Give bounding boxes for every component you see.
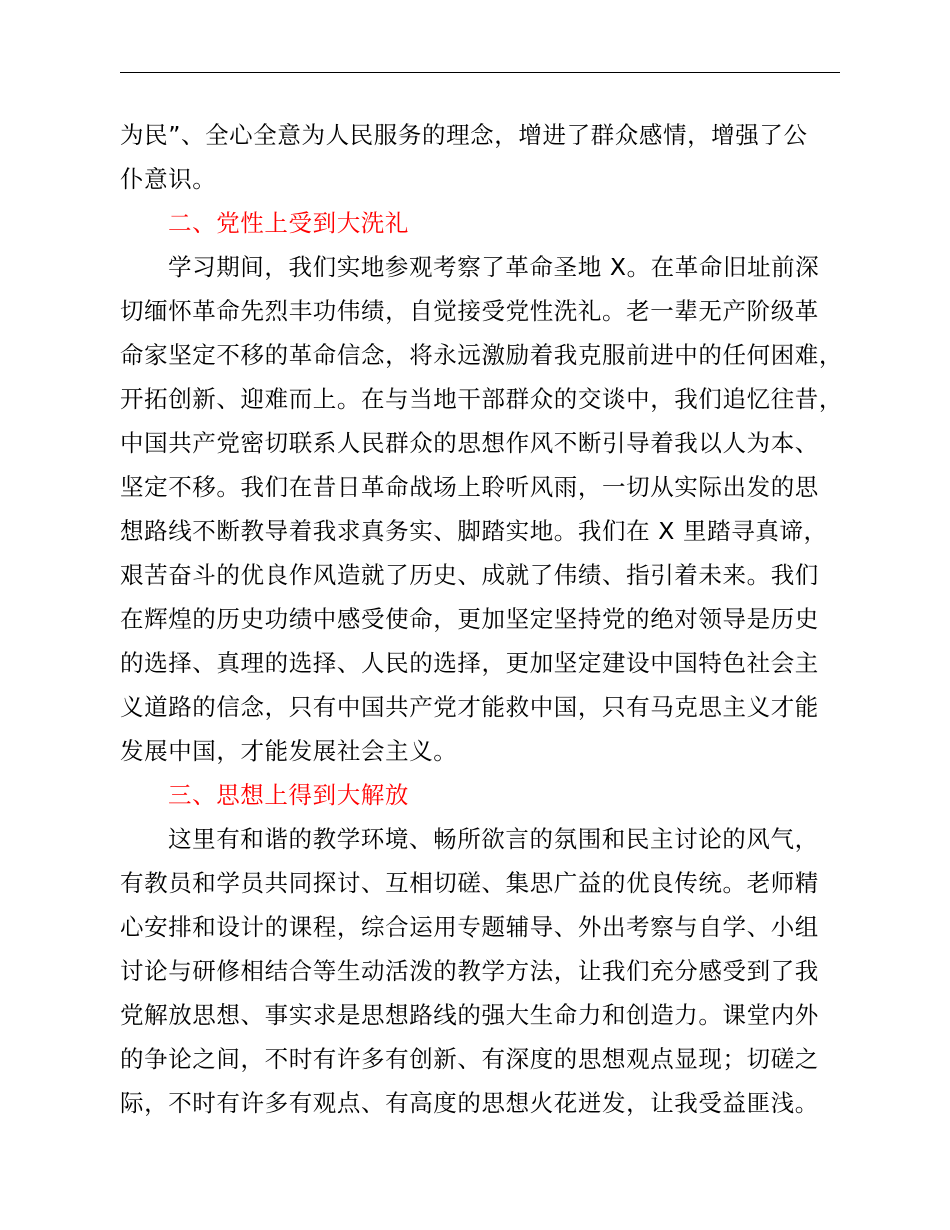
paragraph-line: 开拓创新、迎难而上。在与当地干部群众的交谈中，我们追忆往昔， [120,385,843,413]
paragraph-line: 命家坚定不移的革命信念，将永远激励着我克服前进中的任何困难， [120,341,843,369]
header-rule [120,72,840,73]
paragraph-line: 际，不时有许多有观点、有高度的思想火花迸发，让我受益匪浅。 [120,1089,819,1117]
paragraph-line: 学习期间，我们实地参观考察了革命圣地 X。在革命旧址前深 [168,253,820,281]
paragraph-line: 讨论与研修相结合等生动活泼的教学方法，让我们充分感受到了我 [120,957,819,985]
paragraph-line: 心安排和设计的课程，综合运用专题辅导、外出考察与自学、小组 [120,913,819,941]
paragraph-line: 党解放思想、事实求是思想路线的强大生命力和创造力。课堂内外 [120,1001,819,1029]
paragraph-line: 想路线不断教导着我求真务实、脚踏实地。我们在 X 里踏寻真谛， [120,517,828,545]
paragraph-line: 仆意识。 [120,165,217,193]
paragraph-line: 义道路的信念，只有中国共产党才能救中国，只有马克思主义才能 [120,693,819,721]
paragraph-line: 的争论之间，不时有许多有创新、有深度的思想观点显现；切磋之 [120,1045,819,1073]
paragraph-line: 为民”、全心全意为人民服务的理念，增进了群众感情，增强了公 [120,121,808,149]
paragraph-line: 发展中国，才能发展社会主义。 [120,737,458,765]
section-heading-party-spirit: 二、党性上受到大洗礼 [168,209,409,237]
paragraph-line: 切缅怀革命先烈丰功伟绩，自觉接受党性洗礼。老一辈无产阶级革 [120,297,819,325]
paragraph-line: 的选择、真理的选择、人民的选择，更加坚定建设中国特色社会主 [120,649,819,677]
section-heading-thought-liberation: 三、思想上得到大解放 [168,781,409,809]
paragraph-line: 坚定不移。我们在昔日革命战场上聆听风雨，一切从实际出发的思 [120,473,819,501]
paragraph-line: 中国共产党密切联系人民群众的思想作风不断引导着我以人为本、 [120,429,819,457]
paragraph-line: 在辉煌的历史功绩中感受使命，更加坚定坚持党的绝对领导是历史 [120,605,819,633]
paragraph-line: 艰苦奋斗的优良作风造就了历史、成就了伟绩、指引着未来。我们 [120,561,819,589]
paragraph-line: 有教员和学员共同探讨、互相切磋、集思广益的优良传统。老师精 [120,869,819,897]
paragraph-line: 这里有和谐的教学环境、畅所欲言的氛围和民主讨论的风气， [168,825,819,853]
